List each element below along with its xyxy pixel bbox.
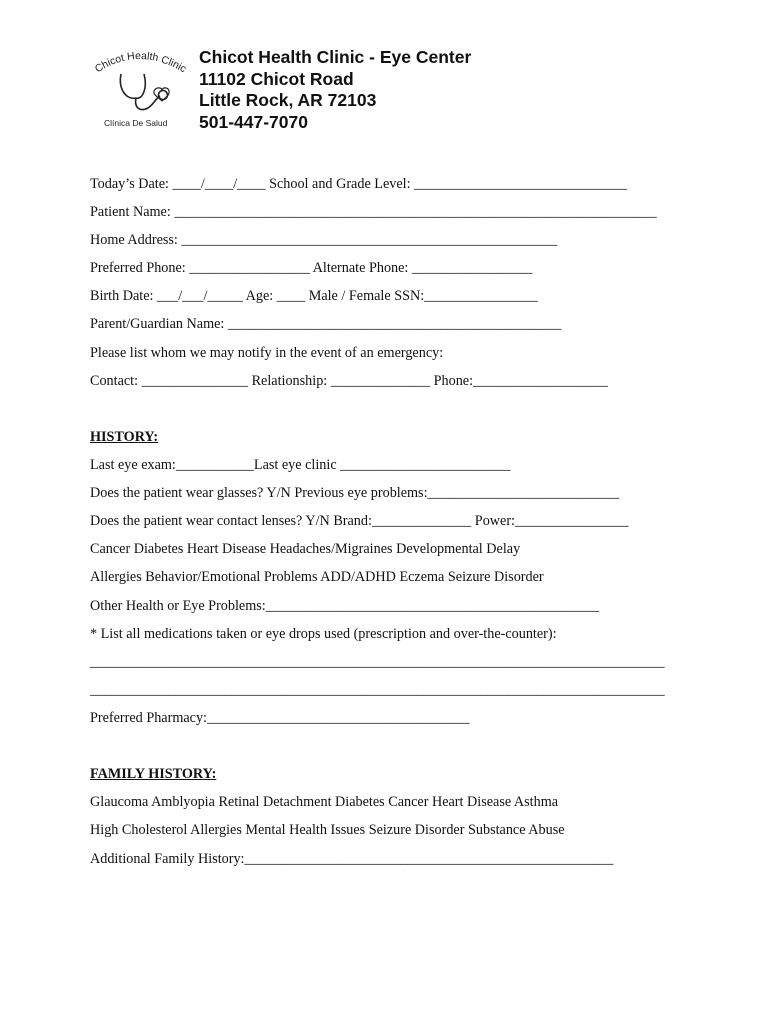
- clinic-city: Little Rock, AR 72103: [199, 90, 377, 110]
- stethoscope-icon: [120, 74, 169, 110]
- conditions-row-1[interactable]: Cancer Diabetes Heart Disease Headaches/Migraines Developmental Delay: [90, 541, 521, 557]
- logo-arc-text: Chicot Health Clinic: [92, 49, 189, 76]
- pharmacy-field[interactable]: Preferred Pharmacy:_____________________________________: [90, 710, 470, 726]
- logo-subtitle: Clínica De Salud: [104, 118, 168, 128]
- guardian-name-field[interactable]: Parent/Guardian Name: _______________________________________________: [90, 316, 562, 332]
- other-problems-field[interactable]: Other Health or Eye Problems:_______________________________________________: [90, 598, 600, 614]
- last-eye-exam-field[interactable]: Last eye exam:___________Last eye clinic ________________________: [90, 457, 511, 473]
- conditions-row-2[interactable]: Allergies Behavior/Emotional Problems ADD/ADHD Eczema Seizure Disorder: [90, 569, 544, 585]
- clinic-name: Chicot Health Clinic - Eye Center: [199, 47, 472, 67]
- home-address-field[interactable]: Home Address: _____________________________________________________: [90, 232, 558, 248]
- logo-graphic: [88, 44, 192, 132]
- medications-instruction: * List all medications taken or eye drops used (prescription and over-the-counter):: [90, 626, 557, 642]
- emergency-contact-field[interactable]: Contact: _______________ Relationship: ______________ Phone:___________________: [90, 373, 608, 389]
- clinic-street: 11102 Chicot Road: [199, 68, 354, 89]
- family-conditions-row-2[interactable]: High Cholesterol Allergies Mental Health Issues Seizure Disorder Substance Abuse: [90, 822, 565, 838]
- clinic-header: [199, 47, 471, 133]
- emergency-notify-text: Please list whom we may notify in the event of an emergency:: [90, 345, 444, 361]
- family-history-heading: FAMILY HISTORY:: [90, 766, 217, 782]
- medications-blank-2[interactable]: _________________________________________________________________________________: [90, 682, 665, 698]
- clinic-logo: [88, 44, 192, 132]
- phone-fields[interactable]: Preferred Phone: _________________ Alternate Phone: _________________: [90, 260, 533, 276]
- family-conditions-row-1[interactable]: Glaucoma Amblyopia Retinal Detachment Diabetes Cancer Heart Disease Asthma: [90, 794, 559, 810]
- birth-date-field[interactable]: Birth Date: ___/___/_____ Age: ____ Male / Female SSN:________________: [90, 288, 538, 304]
- clinic-phone: 501-447-7070: [199, 111, 308, 132]
- contact-lenses-field[interactable]: Does the patient wear contact lenses? Y/N Brand:______________ Power:________________: [90, 513, 629, 529]
- todays-date-field[interactable]: Today’s Date: ____/____/____ School and Grade Level: ______________________________: [90, 176, 627, 192]
- history-heading: HISTORY:: [90, 429, 159, 445]
- patient-name-field[interactable]: Patient Name: ____________________________________________________________________: [90, 204, 657, 220]
- medications-blank-1[interactable]: _________________________________________________________________________________: [90, 654, 665, 670]
- additional-family-history-field[interactable]: Additional Family History:____________________________________________________: [90, 851, 614, 867]
- glasses-field[interactable]: Does the patient wear glasses? Y/N Previous eye problems:___________________________: [90, 485, 620, 501]
